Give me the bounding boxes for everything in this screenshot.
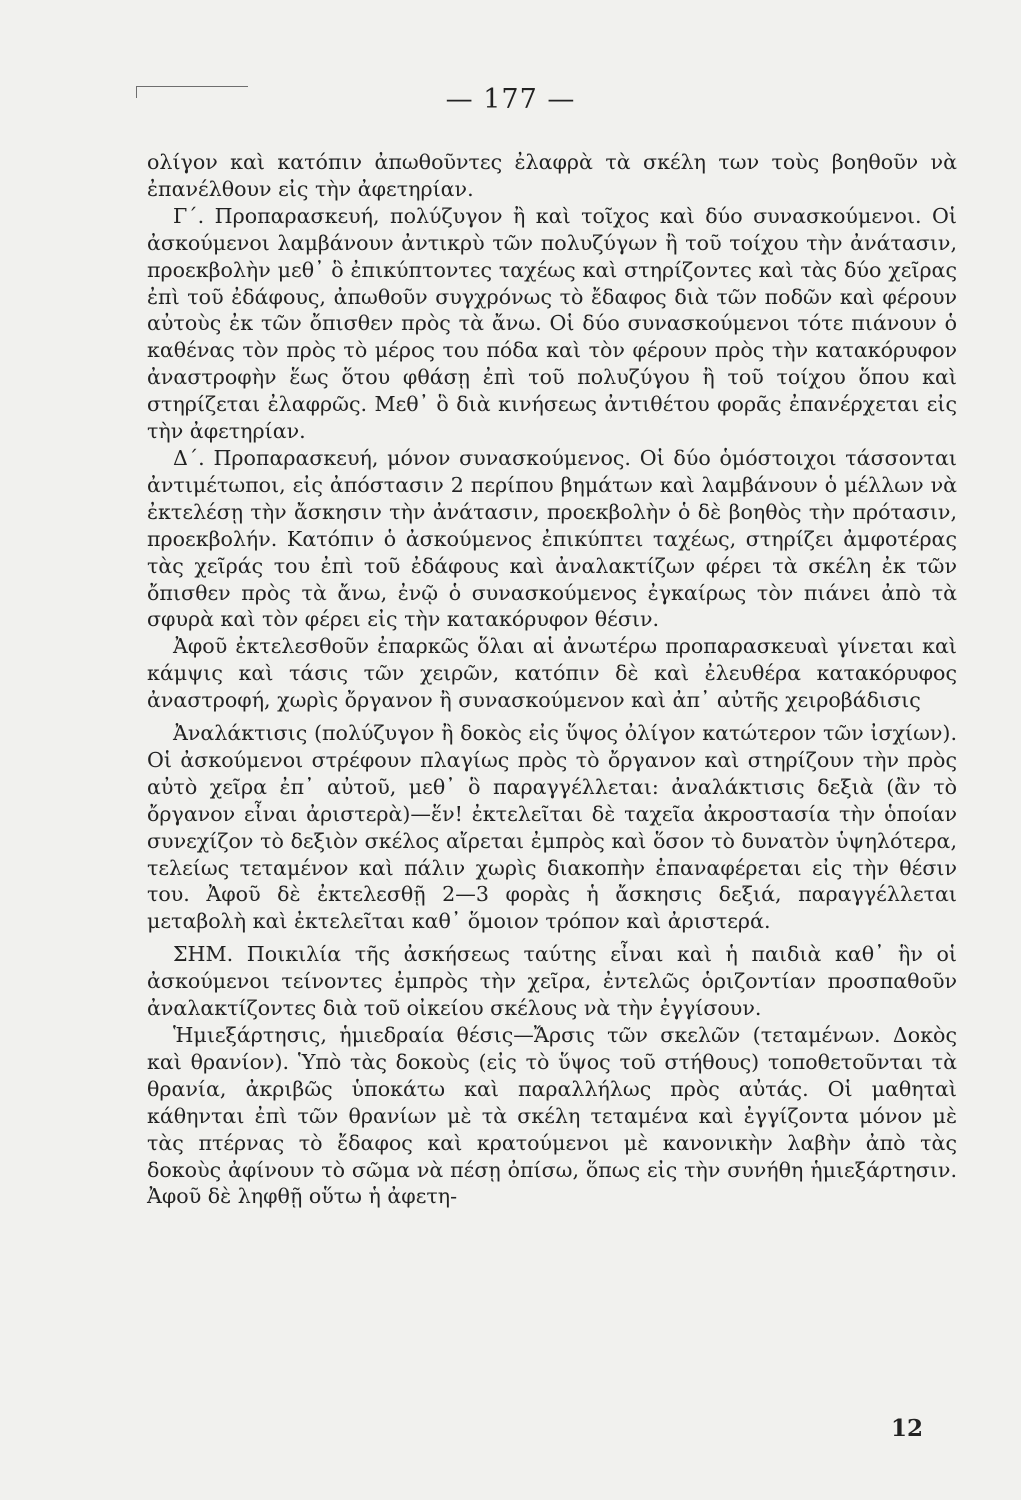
paragraph-summary: Ἀφοῦ ἐκτελεσθοῦν ἐπαρκῶς ὅλαι αἱ ἀνωτέρω προπαρασκευαὶ γίνεται καὶ κάμψις καὶ τάσις τῶν χειρῶν, κατόπιν δὲ καὶ ἐλευθέρα κατακόρυφος ἀναστροφή, χωρὶς ὄργανον ἢ συνασκούμενον καὶ ἀπ᾽ αὐτῆς χειροβάδισις bbox=[147, 634, 957, 713]
paragraph-half-hang: Ἡμιεξάρτησις, ἡμιεδραία θέσις—Ἄρσις τῶν σκελῶν (τεταμένων. Δοκὸς καὶ θρανίον). Ὑπὸ τὰς δοκοὺς (εἰς τὸ ὕψος τοῦ στήθους) τοποθετοῦνται τὰ θρανία, ἀκριβῶς ὑποκάτω καὶ παραλλήλως πρὸς αὐτάς. Οἱ μαθηταὶ κάθηνται ἐπὶ τῶν θρανίων μὲ τὰ σκέλη τεταμένα καὶ ἐγγίζοντα μόνον μὲ τὰς πτέρνας τὸ ἔδαφος καὶ κρατούμενοι μὲ κανονικὴν λαβὴν ἀπὸ τὰς δοκοὺς ἀφίνουν τὸ σῶμα νὰ πέσῃ ὀπίσω, ὅπως εἰς τὴν συνήθη ἡμιεξάρτησιν. Ἀφοῦ δὲ ληφθῇ οὕτω ἡ ἀφετη- bbox=[147, 1023, 957, 1209]
paragraph-note: ΣΗΜ. Ποικιλία τῆς ἀσκήσεως ταύτης εἶναι καὶ ἡ παιδιὰ καθ᾽ ἣν οἱ ἀσκούμενοι τείνοντες ἐμπρὸς τὴν χεῖρα, ἐντελῶς ὁριζοντίαν προσπαθοῦν ἀναλακτίζοντες διὰ τοῦ οἰκείου σκέλους νὰ τὴν ἐγγίσουν. bbox=[147, 942, 957, 1021]
paragraph-continuation: ολίγον καὶ κατόπιν ἀπωθοῦντες ἐλαφρὰ τὰ σκέλη των τοὺς βοηθοῦν νὰ ἐπανέλθουν εἰς τὴν ἀφετηρίαν. bbox=[147, 150, 957, 201]
paragraph-exercise-d: Δ΄. Προπαρασκευή, μόνον συνασκούμενος. Οἱ δύο ὁμόστοιχοι τάσσονται ἀντιμέτωποι, εἰς ἀπόστασιν 2 περίπου βημάτων καὶ λαμβάνουν ὁ μέλλων νὰ ἐκτελέσῃ τὴν ἄσκησιν τὴν ἀνάτασιν, προεκβολὴν ὁ δὲ βοηθὸς τὴν πρότασιν, προεκβολήν. Κατόπιν ὁ ἀσκούμενος ἐπικύπτει ταχέως, στηρίζει ἀμφοτέρας τὰς χεῖράς του ἐπὶ τοῦ ἐδάφους καὶ ἀναλακτίζων φέρει τὰ σκέλη ἐκ τῶν ὄπισθεν πρὸς τὰ ἄνω, ἐνῷ ὁ συνασκούμενος ἐγκαίρως τὸν πιάνει ἀπὸ τὰ σφυρὰ καὶ τὸν φέρει εἰς τὴν κατακόρυφον θέσιν. bbox=[147, 445, 957, 632]
signature-mark: 12 bbox=[890, 1415, 923, 1442]
body-text bbox=[147, 149, 957, 1210]
paragraph-exercise-c: Γ΄. Προπαρασκευή, πολύζυγον ἢ καὶ τοῖχος καὶ δύο συνασκούμενοι. Οἱ ἀσκούμενοι λαμβάνουν ἀντικρὺ τῶν πολυζύγων ἢ τοῦ τοίχου τὴν ἀνάτασιν, προεκβολὴν μεθ᾽ ὃ ἐπικύπτοντες ταχέως καὶ στηρίζοντες καὶ τὰς δύο χεῖρας ἐπὶ τοῦ ἐδάφους, ἀπωθοῦν συγχρόνως τὸ ἔδαφος διὰ τῶν ποδῶν καὶ φέρουν αὐτοὺς ἐκ τῶν ὄπισθεν πρὸς τὰ ἄνω. Οἱ δύο συνασκούμενοι τότε πιάνουν ὁ καθένας τὸν πρὸς τὸ μέρος του πόδα καὶ τὸν φέρουν πρὸς τὴν κατακόρυφον ἀναστροφὴν ἕως ὅτου φθάσῃ ἐπὶ τοῦ πολυζύγου ἢ τοῦ τοίχου ὅπου καὶ στηρίζεται ἐλαφρῶς. Μεθ᾽ ὃ διὰ κινήσεως ἀντιθέτου φορᾶς ἐπανέρχεται εἰς τὴν ἀφετηρίαν. bbox=[147, 203, 957, 444]
paragraph-kick: Ἀναλάκτισις (πολύζυγον ἢ δοκὸς εἰς ὕψος ὀλίγον κατώτερον τῶν ἰσχίων). Οἱ ἀσκούμενοι στρέφουν πλαγίως πρὸς τὸ ὄργανον καὶ στηρίζουν τὴν πρὸς αὐτὸ χεῖρα ἐπ᾽ αὐτοῦ, μεθ᾽ ὃ παραγγέλλεται: ἀναλάκτισις δεξιὰ (ἂν τὸ ὄργανον εἶναι ἀριστερὰ)—ἕν! ἐκτελεῖται δὲ ταχεῖα ἀκροστασία τὴν ὁποίαν συνεχίζον τὸ δεξιὸν σκέλος αἴρεται ἐμπρὸς καὶ ὅσον τὸ δυνατὸν ὑψηλότερα, τελείως τεταμένον καὶ πάλιν χωρὶς διακοπὴν ἐπαναφέρεται εἰς τὴν θέσιν του. Ἀφοῦ δὲ ἐκτελεσθῇ 2—3 φορὰς ἡ ἄσκησις δεξιά, παραγγέλλεται μεταβολὴ καὶ ἐκτελεῖται καθ᾽ ὅμοιον τρόπον καὶ ἀριστερά. bbox=[147, 721, 957, 934]
page-number: — 177 — bbox=[445, 84, 576, 115]
